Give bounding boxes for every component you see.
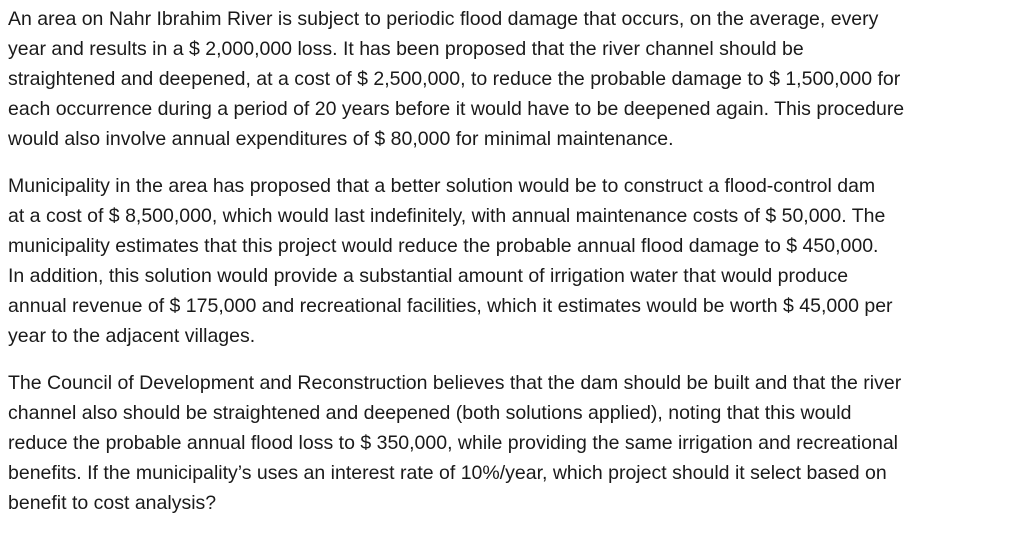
paragraph-flood-control-dam	[8, 171, 1020, 351]
paragraph-river-channel	[8, 4, 1020, 154]
text-line: Municipality in the area has proposed that a better solution would be to construct a flood-control dam	[8, 175, 876, 197]
document-body	[8, 4, 1020, 535]
text-line: municipality estimates that this project would reduce the probable annual flood damage to $ 450,000.	[8, 235, 879, 257]
text-line: annual revenue of $ 175,000 and recreational facilities, which it estimates would be worth $ 45,000 per	[8, 295, 893, 317]
text-line: reduce the probable annual flood loss to $ 350,000, while providing the same irrigation and recreational	[8, 432, 898, 454]
text-line: year to the adjacent villages.	[8, 325, 256, 347]
text-line: benefits. If the municipality’s uses an interest rate of 10%/year, which project should it select based on	[8, 462, 887, 484]
text-line: In addition, this solution would provide a substantial amount of irrigation water that would produce	[8, 265, 849, 287]
text-line: at a cost of $ 8,500,000, which would last indefinitely, with annual maintenance costs of $ 50,000. The	[8, 205, 886, 227]
paragraph-combined-solution-question	[8, 368, 1020, 518]
text-line: channel also should be straightened and deepened (both solutions applied), noting that this would	[8, 402, 852, 424]
text-line: would also involve annual expenditures of $ 80,000 for minimal maintenance.	[8, 128, 674, 150]
text-line: benefit to cost analysis?	[8, 492, 217, 514]
text-line: year and results in a $ 2,000,000 loss. It has been proposed that the river channel should be	[8, 38, 804, 60]
text-line: An area on Nahr Ibrahim River is subject to periodic flood damage that occurs, on the average, every	[8, 8, 879, 30]
text-line: straightened and deepened, at a cost of $ 2,500,000, to reduce the probable damage to $ 1,500,000 for	[8, 68, 901, 90]
text-line: each occurrence during a period of 20 years before it would have to be deepened again. This procedure	[8, 98, 905, 120]
text-line: The Council of Development and Reconstruction believes that the dam should be built and that the river	[8, 372, 902, 394]
